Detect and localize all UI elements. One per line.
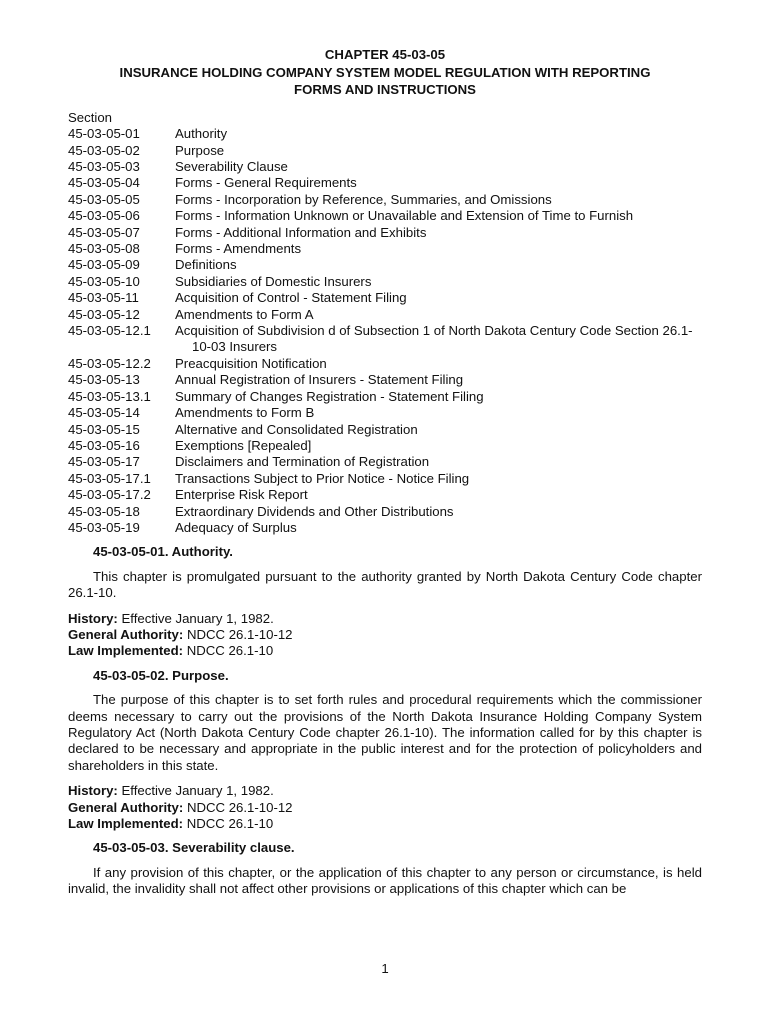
toc-section-title: Authority	[175, 126, 228, 142]
toc-section-title: Preacquisition Notification	[175, 355, 327, 371]
toc-section-title: Definitions	[175, 257, 237, 273]
toc-section-number: 45-03-05-16	[68, 437, 140, 453]
section-heading: 45-03-05-02. Purpose.	[93, 667, 229, 683]
toc-section-number: 45-03-05-05	[68, 191, 140, 207]
toc-section-number: 45-03-05-14	[68, 405, 140, 421]
toc-section-number: 45-03-05-17.1	[68, 470, 151, 486]
chapter-title	[68, 46, 702, 99]
toc-section-number: 45-03-05-13	[68, 372, 140, 388]
toc-section-number: 45-03-05-11	[68, 290, 139, 306]
toc-row	[68, 257, 702, 273]
section-body: If any provision of this chapter, or the application of this chapter to any person or circumstance, is held invalid, the invalidity shall not affect other provisions or applications of this chapter which can be	[68, 864, 702, 897]
general-authority-label: General Authority:	[68, 626, 184, 642]
toc-section-title: Purpose	[175, 142, 225, 158]
toc-section-number: 45-03-05-06	[68, 208, 140, 224]
toc-section-number: 45-03-05-17.2	[68, 487, 151, 503]
history-block	[68, 611, 702, 660]
history-label: History:	[68, 783, 118, 799]
toc-row	[68, 159, 702, 175]
toc-section-number: 45-03-05-09	[68, 257, 140, 273]
law-implemented-label: Law Implemented:	[68, 816, 184, 832]
toc-section-number: 45-03-05-03	[68, 159, 140, 174]
toc-row	[68, 454, 702, 470]
toc-section-title: Forms - Incorporation by Reference, Summaries, and Omissions	[175, 191, 552, 207]
toc-section-title: Acquisition of Subdivision d of Subsection 1 of North Dakota Century Code Section 26.1-10-03 Insurers	[175, 323, 693, 355]
general-authority-value: NDCC 26.1-10-12	[186, 626, 293, 642]
toc-section-number: 45-03-05-12.1	[68, 323, 151, 339]
law-implemented-value: NDCC 26.1-10	[186, 643, 274, 659]
general-authority-value: NDCC 26.1-10-12	[186, 799, 293, 815]
table-of-contents	[68, 110, 702, 537]
toc-section-number: 45-03-05-13.1	[68, 388, 151, 404]
toc-row	[68, 471, 702, 487]
chapter-number: CHAPTER 45-03-05	[324, 47, 446, 62]
toc-section-title: Amendments to Form B	[175, 405, 315, 421]
toc-row	[68, 175, 702, 191]
toc-section-title: Exemptions [Repealed]	[175, 437, 312, 453]
toc-section-title: Disclaimers and Termination of Registration	[175, 454, 430, 470]
toc-section-number: 45-03-05-02	[68, 142, 140, 158]
law-implemented-label: Law Implemented:	[68, 643, 184, 659]
toc-section-title: Summary of Changes Registration - Statement Filing	[175, 388, 484, 404]
toc-row	[68, 323, 702, 356]
history-value: Effective January 1, 1982.	[121, 783, 274, 799]
toc-section-title: Forms - Amendments	[175, 241, 302, 257]
toc-section-title: Acquisition of Control - Statement Filing	[175, 290, 407, 306]
toc-section-number: 45-03-05-07	[68, 224, 140, 240]
toc-section-number: 45-03-05-17	[68, 454, 140, 470]
chapter-title-line: FORMS AND INSTRUCTIONS	[294, 82, 476, 98]
toc-row	[68, 520, 702, 536]
toc-section-title: Transactions Subject to Prior Notice - Notice Filing	[175, 470, 470, 486]
toc-section-number: 45-03-05-10	[68, 273, 140, 289]
toc-row	[68, 225, 702, 241]
toc-section-number: 45-03-05-08	[68, 241, 140, 257]
toc-row	[68, 208, 702, 224]
toc-section-number: 45-03-05-18	[68, 503, 140, 519]
toc-row	[68, 487, 702, 503]
section-body: The purpose of this chapter is to set forth rules and procedural requirements which the commissioner deems necessary to carry out the provisions of the North Dakota Insurance Holding Company System Regulatory Act (North Dakota Century Code chapter 26.1-10). The information called for by this chapter is declared to be necessary and appropriate in the public interest and for the protection of policyholders and shareholders in this state.	[68, 692, 702, 773]
chapter-title-line: INSURANCE HOLDING COMPANY SYSTEM MODEL REGULATION WITH REPORTING	[119, 64, 651, 80]
toc-row	[68, 422, 702, 438]
toc-section-number: 45-03-05-04	[68, 175, 140, 191]
toc-row	[68, 126, 702, 142]
toc-section-title: Severability Clause	[175, 159, 288, 174]
section-heading: 45-03-05-01. Authority.	[93, 544, 233, 560]
section-heading: 45-03-05-03. Severability clause.	[93, 840, 295, 856]
toc-section-title: Extraordinary Dividends and Other Distributions	[175, 503, 454, 519]
toc-row	[68, 307, 702, 323]
history-label: History:	[68, 610, 118, 626]
document-page	[68, 46, 702, 898]
toc-section-title: Forms - Information Unknown or Unavailable and Extension of Time to Furnish	[175, 208, 634, 224]
toc-section-title: Adequacy of Surplus	[175, 519, 297, 535]
toc-row	[68, 241, 702, 257]
toc-row	[68, 143, 702, 159]
history-value: Effective January 1, 1982.	[121, 610, 274, 626]
toc-row	[68, 405, 702, 421]
toc-section-number: 45-03-05-12	[68, 306, 140, 322]
toc-section-title: Enterprise Risk Report	[175, 487, 308, 503]
toc-header: Section	[68, 109, 112, 125]
toc-section-title: Alternative and Consolidated Registration	[175, 421, 418, 437]
toc-row	[68, 372, 702, 388]
page-number: 1	[381, 961, 389, 976]
toc-section-number: 45-03-05-01	[68, 126, 140, 142]
law-implemented-value: NDCC 26.1-10	[186, 816, 274, 832]
toc-row	[68, 290, 702, 306]
toc-row	[68, 192, 702, 208]
toc-section-number: 45-03-05-19	[68, 519, 140, 535]
general-authority-label: General Authority:	[68, 799, 184, 815]
toc-row	[68, 274, 702, 290]
toc-row	[68, 356, 702, 372]
toc-row	[68, 504, 702, 520]
toc-section-number: 45-03-05-12.2	[68, 355, 151, 371]
toc-row	[68, 438, 702, 454]
toc-section-title: Forms - Additional Information and Exhibits	[175, 224, 427, 240]
toc-section-number: 45-03-05-15	[68, 421, 140, 437]
toc-section-title: Amendments to Form A	[175, 306, 314, 322]
section-body: This chapter is promulgated pursuant to the authority granted by North Dakota Century Code chapter 26.1-10.	[68, 568, 702, 601]
toc-section-title: Subsidiaries of Domestic Insurers	[175, 273, 372, 289]
toc-section-title: Forms - General Requirements	[175, 175, 357, 191]
toc-rows	[68, 126, 702, 536]
toc-row	[68, 389, 702, 405]
toc-section-title: Annual Registration of Insurers - Statement Filing	[175, 372, 464, 388]
history-block	[68, 783, 702, 832]
